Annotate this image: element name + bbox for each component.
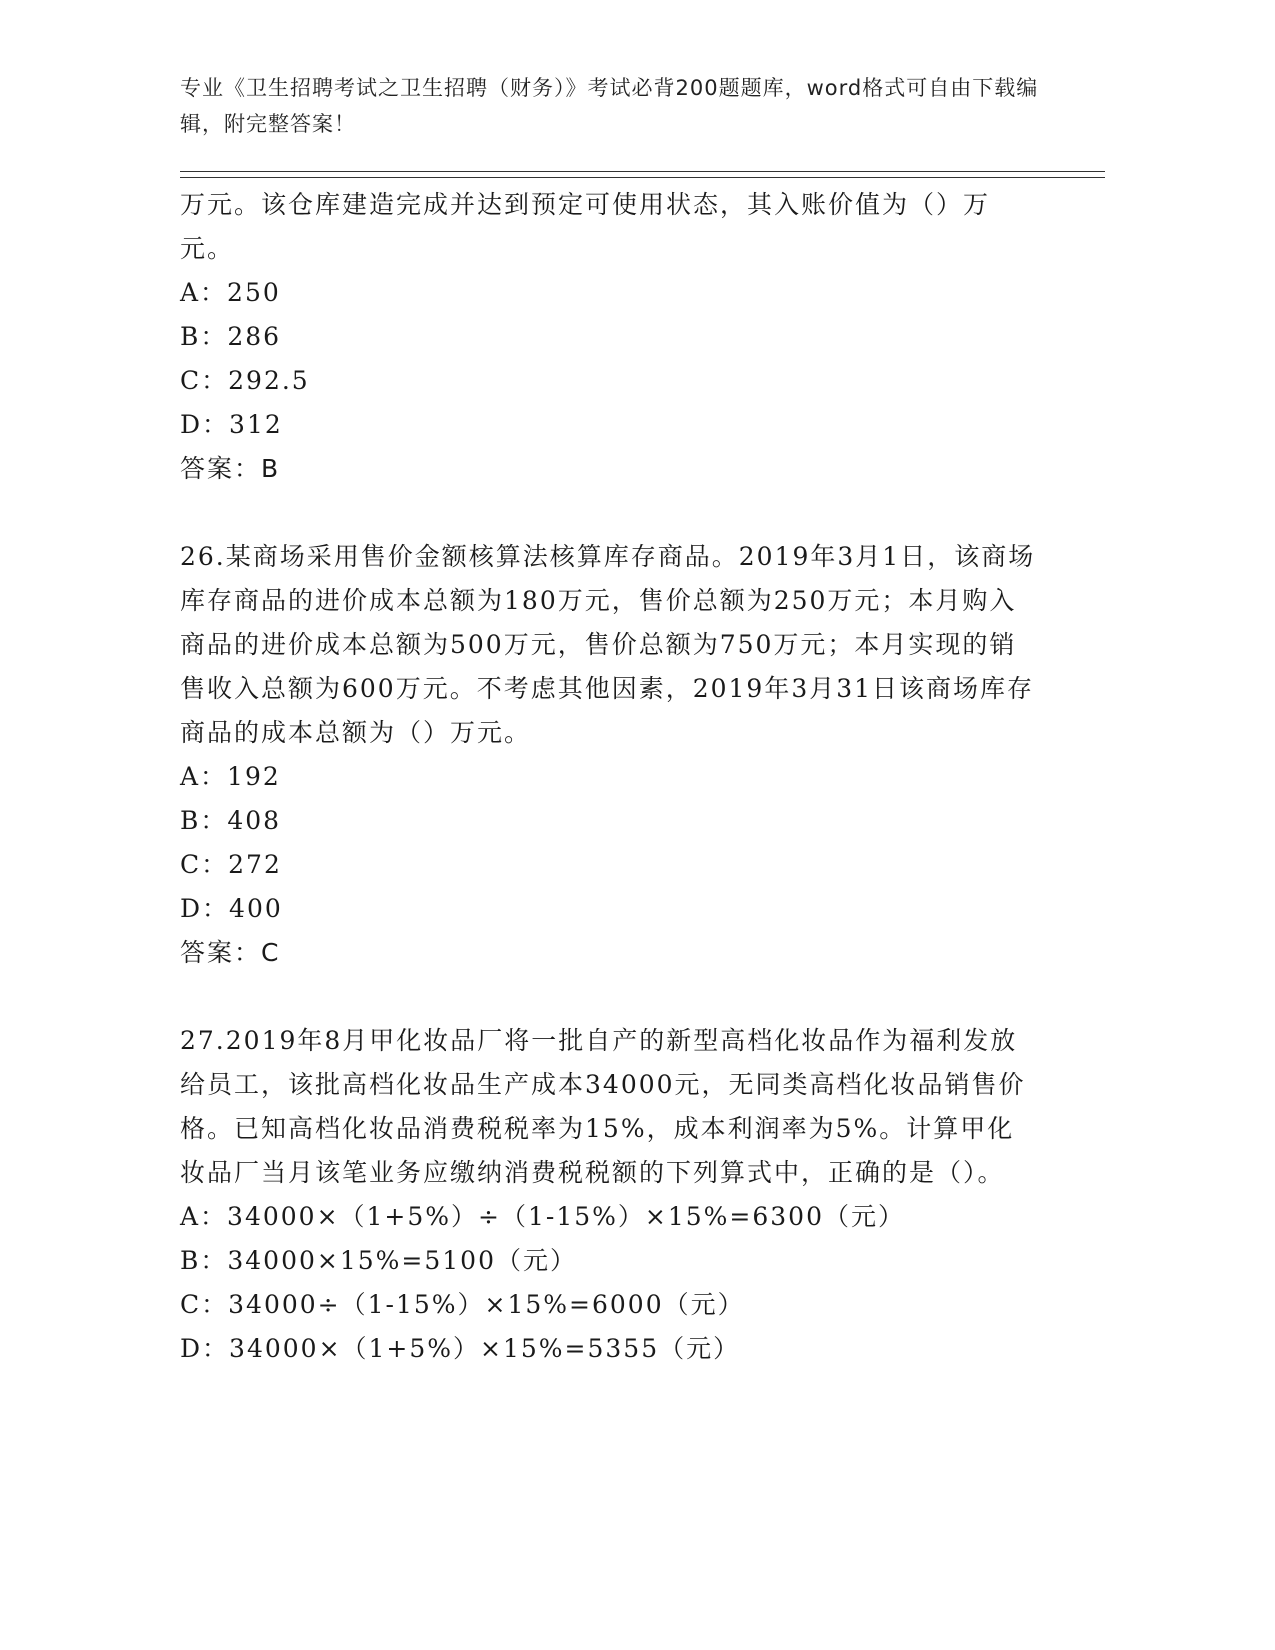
option-a: A：250 (180, 278, 281, 307)
answer-line: 答案：C (180, 938, 281, 967)
question-block-25 (180, 183, 1040, 491)
question-block-27 (180, 1019, 1040, 1371)
spacer (180, 491, 1040, 535)
question-stem: 万元。该仓库建造完成并达到预定可使用状态，其入账价值为（）万元。 (180, 190, 991, 263)
option-d: D：312 (180, 410, 283, 439)
option-a: A：34000×（1+5%）÷（1-15%）×15%=6300（元） (180, 1202, 905, 1231)
answer-line: 答案：B (180, 454, 281, 483)
option-b: B：408 (180, 806, 282, 835)
option-b: B：34000×15%=5100（元） (180, 1246, 577, 1275)
option-a: A：192 (180, 762, 281, 791)
option-d: D：34000×（1+5%）×15%=5355（元） (180, 1334, 741, 1363)
spacer (180, 975, 1040, 1019)
header-rule-bottom (180, 177, 1105, 178)
question-stem: 26.某商场采用售价金额核算法核算库存商品。2019年3月1日，该商场库存商品的进价成本总额为180万元，售价总额为250万元；本月购入商品的进价成本总额为500万元，售价总额为750万元；本月实现的销售收入总额为600万元。不考虑其他因素，2019年3月31日该商场库存商品的成本总额为（）万元。 (180, 542, 1036, 747)
document-body (180, 183, 1040, 1371)
option-c: C：292.5 (180, 366, 310, 395)
document-header: 专业《卫生招聘考试之卫生招聘（财务）》考试必背200题题库，word格式可自由下载编辑，附完整答案！ (180, 76, 1039, 136)
question-block-26 (180, 535, 1040, 975)
option-c: C：272 (180, 850, 282, 879)
question-stem: 27.2019年8月甲化妆品厂将一批自产的新型高档化妆品作为福利发放给员工，该批高档化妆品生产成本34000元，无同类高档化妆品销售价格。已知高档化妆品消费税税率为15%，成本利润率为5%。计算甲化妆品厂当月该笔业务应缴纳消费税税额的下列算式中，正确的是（）。 (180, 1026, 1026, 1187)
header-rule-top (180, 171, 1105, 172)
option-b: B：286 (180, 322, 282, 351)
option-d: D：400 (180, 894, 283, 923)
option-c: C：34000÷（1-15%）×15%=6000（元） (180, 1290, 745, 1319)
